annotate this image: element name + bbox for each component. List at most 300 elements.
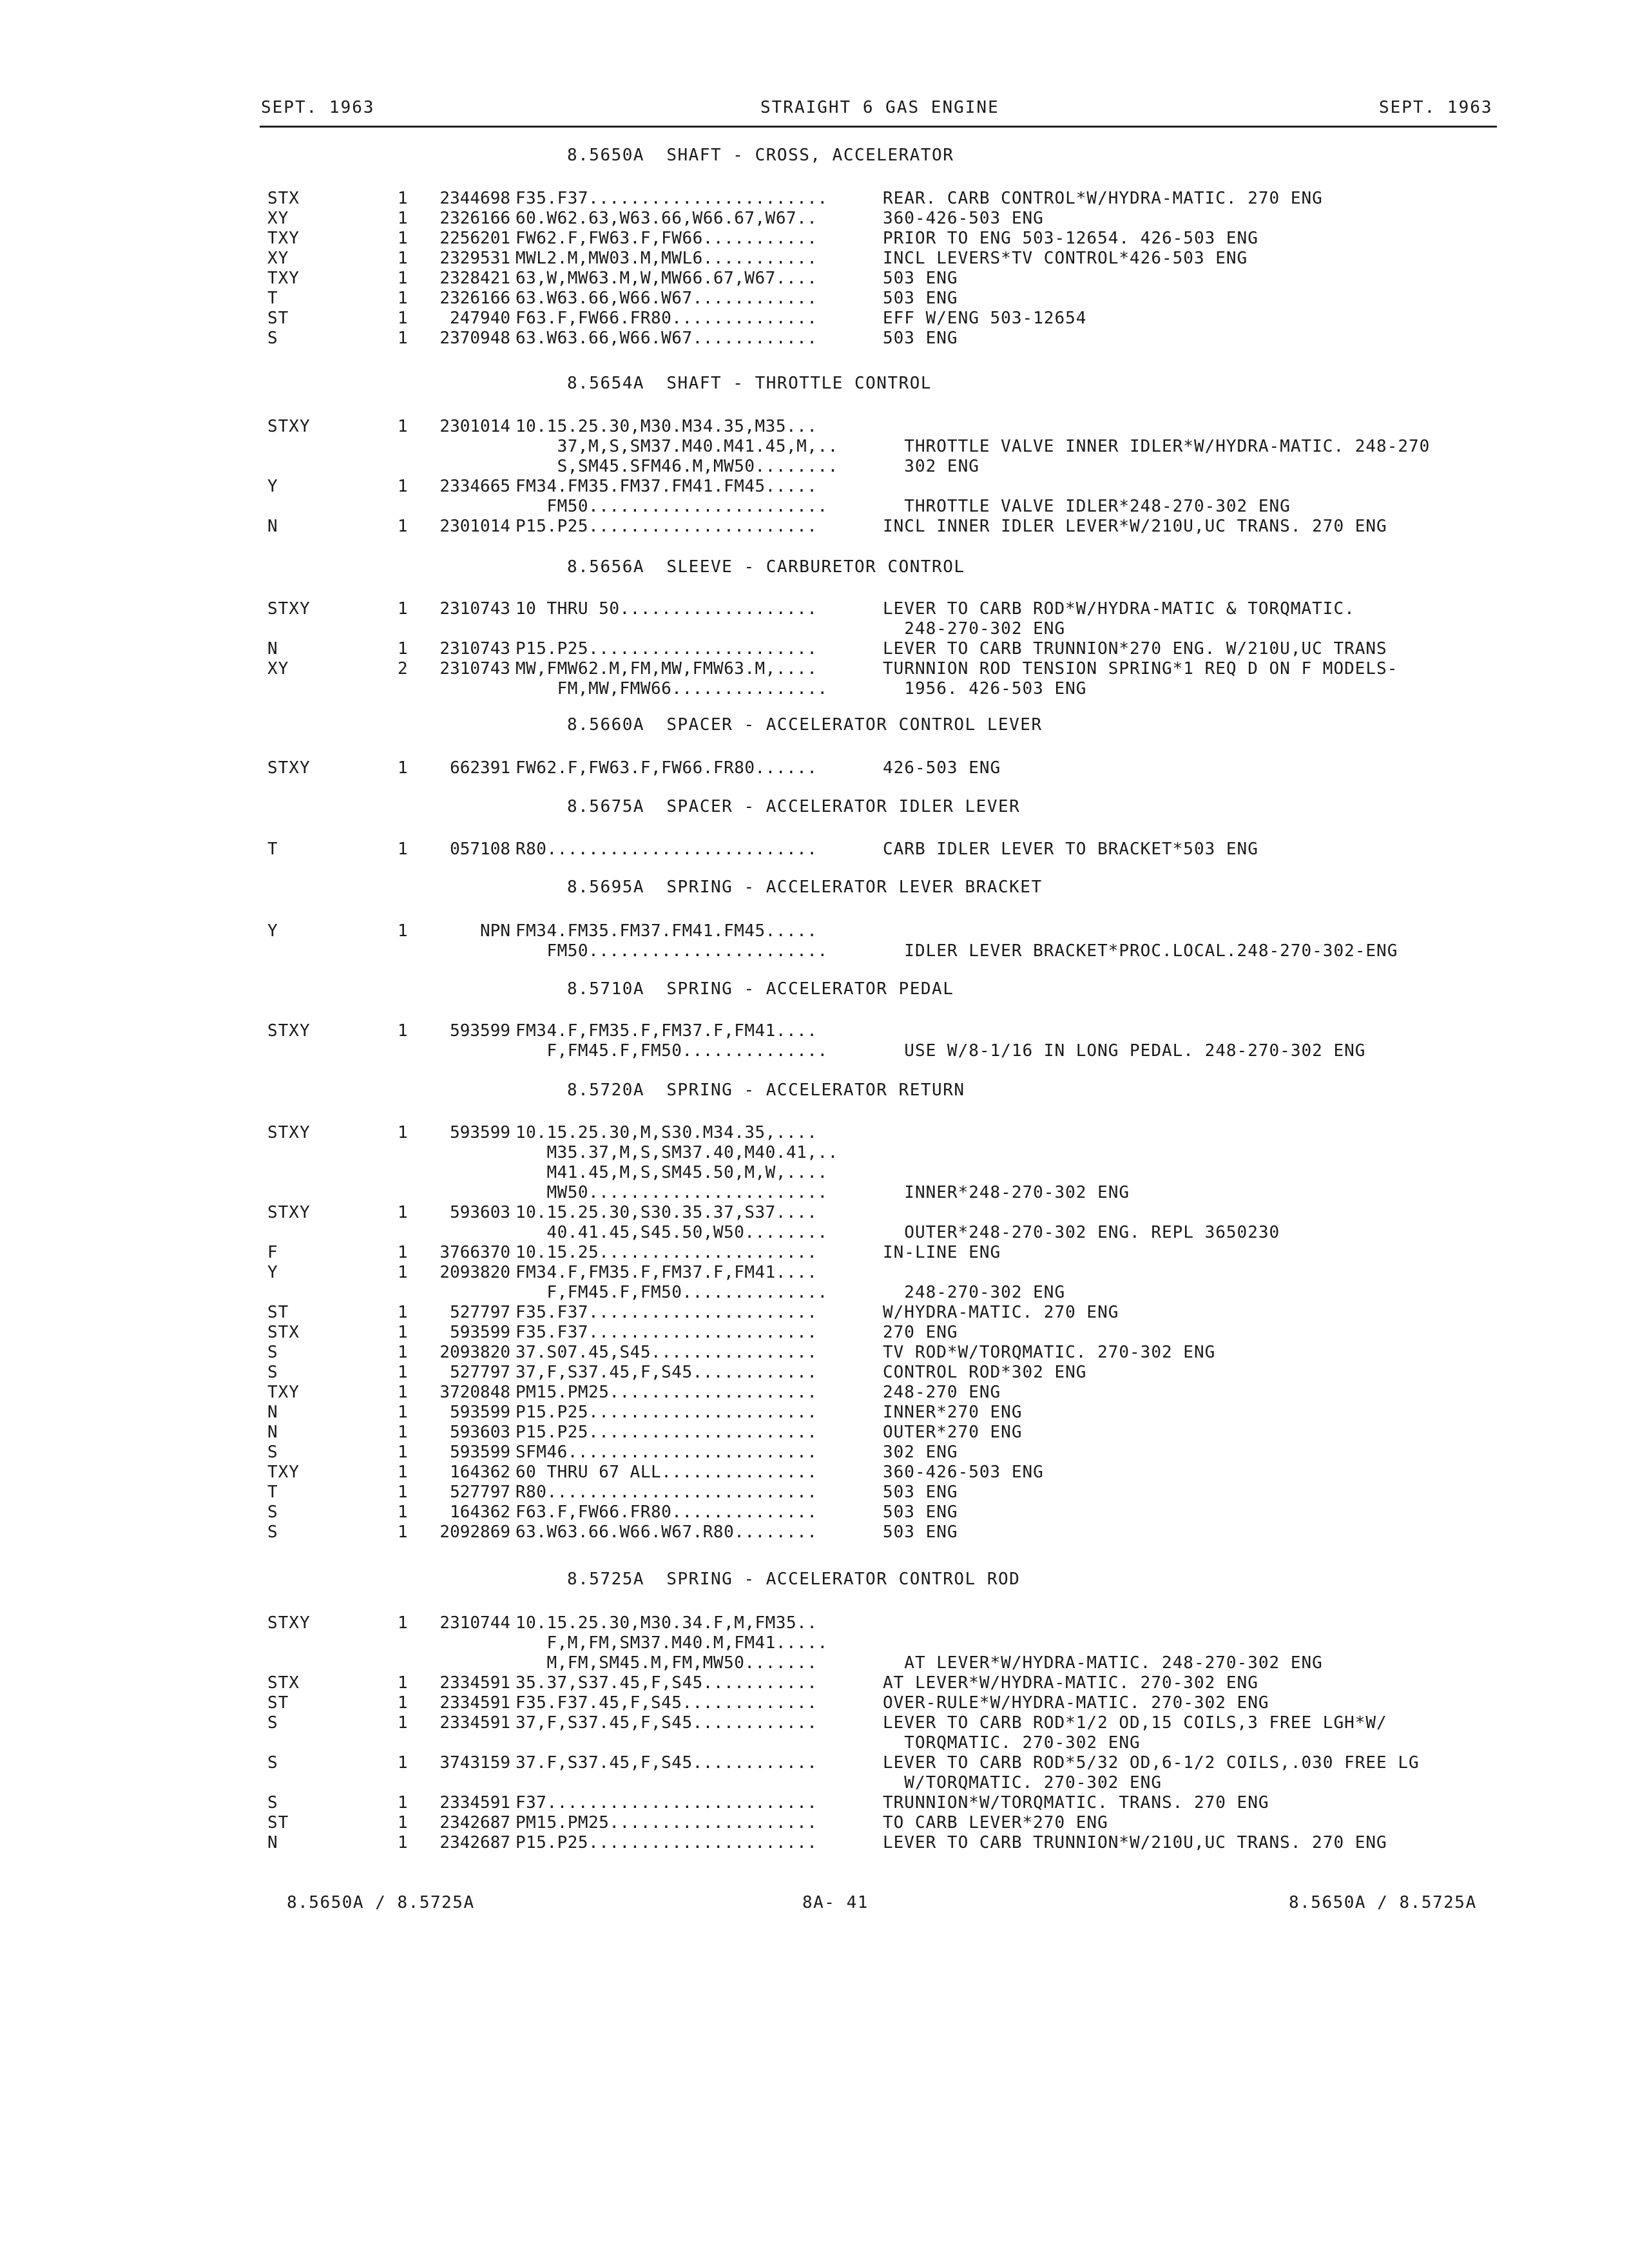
part-number: 593603: [450, 1203, 510, 1222]
parts-row: [0, 209, 1629, 229]
model-code: S: [267, 1443, 278, 1462]
model-code: T: [267, 840, 278, 859]
remarks: 503 ENG: [883, 1503, 958, 1522]
application: 10.15.25.30,M30.34.F,M,FM35..: [516, 1613, 818, 1633]
section-title: 8.5660A SPACER - ACCELERATOR CONTROL LEVER: [567, 715, 1043, 735]
parts-row: [0, 329, 1629, 349]
application: F,FM45.F,FM50..............: [516, 1283, 828, 1302]
parts-row: [0, 679, 1629, 699]
parts-row: [0, 1243, 1629, 1263]
model-code: STXY: [267, 758, 311, 778]
model-code: TXY: [267, 1463, 300, 1482]
quantity: 1: [398, 517, 408, 536]
model-code: ST: [267, 309, 289, 328]
model-code: STXY: [267, 1203, 311, 1222]
model-code: ST: [267, 1693, 289, 1713]
model-code: ST: [267, 1303, 289, 1322]
parts-row: [0, 1633, 1629, 1653]
part-number: 164362: [450, 1503, 510, 1522]
part-number: 527797: [450, 1363, 510, 1382]
remarks: IN-LINE ENG: [883, 1243, 1001, 1262]
parts-row: [0, 1713, 1629, 1733]
remarks: 360-426-503 ENG: [883, 209, 1044, 228]
model-code: S: [267, 1793, 278, 1812]
application: FM50.......................: [516, 497, 828, 516]
part-number: 2256201: [439, 229, 510, 248]
parts-row: [0, 659, 1629, 679]
application: MW,FMW62.M,FM,MW,FMW63.M,....: [516, 659, 818, 678]
parts-row: [0, 1363, 1629, 1383]
section-title: 8.5725A SPRING - ACCELERATOR CONTROL ROD: [567, 1570, 1021, 1589]
application: FM34.FM35.FM37.FM41.FM45.....: [516, 477, 818, 496]
header-date-right: SEPT. 1963: [1379, 98, 1493, 117]
parts-row: [0, 1163, 1629, 1183]
application: S,SM45.SFM46.M,MW50........: [516, 457, 838, 476]
application: F35.F37......................: [516, 1303, 818, 1322]
model-code: N: [267, 1423, 278, 1442]
part-number: 2326166: [439, 289, 510, 308]
footer-range-left: 8.5650A / 8.5725A: [287, 1893, 475, 1912]
quantity: 1: [398, 1503, 408, 1522]
quantity: 1: [398, 921, 408, 941]
part-number: 593599: [450, 1021, 510, 1041]
model-code: S: [267, 1343, 278, 1362]
application: FM34.FM35.FM37.FM41.FM45.....: [516, 921, 818, 941]
part-number: 247940: [450, 309, 510, 328]
remarks: AT LEVER*W/HYDRA-MATIC. 248-270-302 ENG: [883, 1653, 1323, 1673]
application: F35.F37.......................: [516, 189, 828, 208]
part-number: 2334591: [439, 1673, 510, 1693]
part-number: 2344698: [439, 189, 510, 208]
remarks: AT LEVER*W/HYDRA-MATIC. 270-302 ENG: [883, 1673, 1258, 1693]
quantity: 1: [398, 639, 408, 658]
model-code: STX: [267, 189, 300, 208]
model-code: STXY: [267, 417, 311, 436]
application: P15.P25......................: [516, 1403, 818, 1422]
remarks: INNER*270 ENG: [883, 1403, 1023, 1422]
application: 37.S07.45,S45................: [516, 1343, 818, 1362]
section-title: 8.5656A SLEEVE - CARBURETOR CONTROL: [567, 557, 965, 577]
application: P15.P25......................: [516, 1833, 818, 1852]
quantity: 1: [398, 1423, 408, 1442]
model-code: N: [267, 639, 278, 658]
part-number: 2329531: [439, 249, 510, 268]
parts-row: [0, 639, 1629, 659]
application: 37.F,S37.45,F,S45............: [516, 1753, 818, 1773]
remarks: LEVER TO CARB ROD*W/HYDRA-MATIC & TORQMATIC.: [883, 599, 1355, 619]
part-number: 2342687: [439, 1833, 510, 1852]
quantity: 1: [398, 417, 408, 436]
remarks: INCL INNER IDLER LEVER*W/210U,UC TRANS. 270 ENG: [883, 517, 1387, 536]
remarks: LEVER TO CARB ROD*1/2 OD,15 COILS,3 FREE LGH*W/: [883, 1713, 1387, 1733]
application: 10.15.25.30,M30.M34.35,M35...: [516, 417, 818, 436]
parts-row: [0, 229, 1629, 249]
quantity: 1: [398, 1523, 408, 1542]
part-number: 2334665: [439, 477, 510, 496]
model-code: TXY: [267, 1383, 300, 1402]
application: R80..........................: [516, 840, 818, 859]
parts-row: [0, 1143, 1629, 1163]
parts-row: [0, 1693, 1629, 1713]
parts-row: [0, 1613, 1629, 1633]
part-number: 593599: [450, 1443, 510, 1462]
model-code: N: [267, 517, 278, 536]
quantity: 1: [398, 1463, 408, 1482]
part-number: 057108: [450, 840, 510, 859]
remarks: CONTROL ROD*302 ENG: [883, 1363, 1087, 1382]
model-code: STXY: [267, 1021, 311, 1041]
part-number: 593599: [450, 1123, 510, 1142]
parts-row: [0, 1753, 1629, 1773]
application: SFM46........................: [516, 1443, 818, 1462]
model-code: T: [267, 289, 278, 308]
model-code: S: [267, 329, 278, 348]
application: F35.F37......................: [516, 1323, 818, 1342]
part-number: 527797: [450, 1483, 510, 1502]
model-code: N: [267, 1833, 278, 1852]
parts-row: [0, 1343, 1629, 1363]
application: P15.P25......................: [516, 517, 818, 536]
application: 35.37,S37.45,F,S45...........: [516, 1673, 818, 1693]
model-code: Y: [267, 1263, 278, 1282]
model-code: XY: [267, 249, 289, 268]
application: 60.W62.63,W63.66,W66.67,W67..: [516, 209, 818, 228]
quantity: 1: [398, 599, 408, 619]
page-number: 8A- 41: [802, 1893, 869, 1912]
application: P15.P25......................: [516, 639, 818, 658]
quantity: 1: [398, 1243, 408, 1262]
model-code: STXY: [267, 599, 311, 619]
quantity: 1: [398, 1793, 408, 1812]
part-number: 2310744: [439, 1613, 510, 1633]
application: 40.41.45,S45.50,W50........: [516, 1223, 828, 1242]
application: 60 THRU 67 ALL...............: [516, 1463, 818, 1482]
header-date-left: SEPT. 1963: [261, 98, 375, 117]
remarks: 248-270 ENG: [883, 1383, 1001, 1402]
parts-row: [0, 1123, 1629, 1143]
parts-row: [0, 1443, 1629, 1463]
parts-row: [0, 477, 1629, 497]
quantity: 1: [398, 1123, 408, 1142]
parts-row: [0, 1503, 1629, 1523]
application: FM50.......................: [516, 941, 828, 961]
parts-row: [0, 1813, 1629, 1833]
part-number: 527797: [450, 1303, 510, 1322]
application: M35.37,M,S,SM37.40,M40.41,..: [516, 1143, 838, 1162]
parts-row: [0, 758, 1629, 778]
application: M,FM,SM45.M,FM,MW50.......: [516, 1653, 818, 1673]
quantity: 1: [398, 1403, 408, 1422]
quantity: 1: [398, 1483, 408, 1502]
model-code: ST: [267, 1813, 289, 1832]
model-code: S: [267, 1363, 278, 1382]
remarks: INCL LEVERS*TV CONTROL*426-503 ENG: [883, 249, 1248, 268]
application: 10.15.25.30,S30.35.37,S37....: [516, 1203, 818, 1222]
remarks: 503 ENG: [883, 289, 958, 308]
section-title: 8.5710A SPRING - ACCELERATOR PEDAL: [567, 979, 954, 999]
section-title: 8.5654A SHAFT - THROTTLE CONTROL: [567, 374, 932, 393]
section-title: 8.5720A SPRING - ACCELERATOR RETURN: [567, 1081, 965, 1100]
parts-row: [0, 1463, 1629, 1483]
part-number: 2092869: [439, 1523, 510, 1542]
part-number: 164362: [450, 1463, 510, 1482]
application: F,M,FM,SM37.M40.M,FM41.....: [516, 1633, 828, 1653]
part-number: 2334591: [439, 1713, 510, 1733]
part-number: 2310743: [439, 599, 510, 619]
remarks: W/HYDRA-MATIC. 270 ENG: [883, 1303, 1119, 1322]
remarks: TRUNNION*W/TORQMATIC. TRANS. 270 ENG: [883, 1793, 1269, 1812]
application: 63.W63.66.W66.W67.R80........: [516, 1523, 818, 1542]
quantity: 1: [398, 1833, 408, 1852]
parts-row: [0, 1733, 1629, 1753]
parts-row: [0, 1383, 1629, 1403]
parts-row: [0, 249, 1629, 269]
parts-row: [0, 1041, 1629, 1061]
section-title: 8.5675A SPACER - ACCELERATOR IDLER LEVER: [567, 797, 1021, 816]
part-number: 2328421: [439, 269, 510, 288]
application: MWL2.M,MW03.M,MWL6...........: [516, 249, 818, 268]
quantity: 1: [398, 1713, 408, 1733]
quantity: 1: [398, 1363, 408, 1382]
remarks: OUTER*270 ENG: [883, 1423, 1023, 1442]
application: PM15.PM25....................: [516, 1383, 818, 1402]
application: FW62.F,FW63.F,FW66.FR80......: [516, 758, 818, 778]
remarks: PRIOR TO ENG 503-12654. 426-503 ENG: [883, 229, 1258, 248]
parts-row: [0, 497, 1629, 517]
parts-row: [0, 437, 1629, 457]
quantity: 1: [398, 758, 408, 778]
remarks: 248-270-302 ENG: [883, 619, 1066, 639]
parts-row: [0, 941, 1629, 961]
remarks: LEVER TO CARB TRUNNION*270 ENG. W/210U,UC TRANS: [883, 639, 1387, 658]
application: 37,F,S37.45,F,S45............: [516, 1363, 818, 1382]
application: F37..........................: [516, 1793, 818, 1812]
parts-row: [0, 1263, 1629, 1283]
quantity: 1: [398, 329, 408, 348]
application: PM15.PM25....................: [516, 1813, 818, 1832]
parts-row: [0, 921, 1629, 941]
quantity: 1: [398, 229, 408, 248]
parts-row: [0, 619, 1629, 639]
model-code: F: [267, 1243, 278, 1262]
parts-row: [0, 1323, 1629, 1343]
quantity: 1: [398, 249, 408, 268]
remarks: LEVER TO CARB TRUNNION*W/210U,UC TRANS. 270 ENG: [883, 1833, 1387, 1852]
application: 63.W63.66,W66.W67............: [516, 289, 818, 308]
quantity: 2: [398, 659, 408, 678]
remarks: INNER*248-270-302 ENG: [883, 1183, 1130, 1202]
remarks: 302 ENG: [883, 457, 979, 476]
model-code: STX: [267, 1323, 300, 1342]
parts-row: [0, 1793, 1629, 1813]
quantity: 1: [398, 1343, 408, 1362]
part-number: 2310743: [439, 659, 510, 678]
part-number: 3743159: [439, 1753, 510, 1773]
quantity: 1: [398, 309, 408, 328]
remarks: OVER-RULE*W/HYDRA-MATIC. 270-302 ENG: [883, 1693, 1269, 1713]
parts-row: [0, 1523, 1629, 1542]
remarks: 426-503 ENG: [883, 758, 1001, 778]
remarks: REAR. CARB CONTROL*W/HYDRA-MATIC. 270 ENG: [883, 189, 1323, 208]
parts-row: [0, 1303, 1629, 1323]
model-code: XY: [267, 659, 289, 678]
part-number: 3766370: [439, 1243, 510, 1262]
quantity: 1: [398, 1813, 408, 1832]
parts-row: [0, 1833, 1629, 1853]
remarks: W/TORQMATIC. 270-302 ENG: [883, 1773, 1162, 1792]
parts-row: [0, 1223, 1629, 1243]
part-number: 2301014: [439, 517, 510, 536]
part-number: 2370948: [439, 329, 510, 348]
part-number: 2301014: [439, 417, 510, 436]
quantity: 1: [398, 1303, 408, 1322]
parts-row: [0, 1203, 1629, 1223]
model-code: S: [267, 1503, 278, 1522]
quantity: 1: [398, 289, 408, 308]
application: 37,F,S37.45,F,S45............: [516, 1713, 818, 1733]
model-code: STX: [267, 1673, 300, 1693]
application: F63.F,FW66.FR80..............: [516, 309, 818, 328]
parts-row: [0, 1403, 1629, 1423]
model-code: N: [267, 1403, 278, 1422]
model-code: STXY: [267, 1613, 311, 1633]
part-number: NPN: [480, 921, 510, 941]
parts-row: [0, 1653, 1629, 1673]
part-number: 3720848: [439, 1383, 510, 1402]
header-title: STRAIGHT 6 GAS ENGINE: [760, 98, 999, 117]
part-number: 2310743: [439, 639, 510, 658]
remarks: USE W/8-1/16 IN LONG PEDAL. 248-270-302 ENG: [883, 1041, 1366, 1061]
model-code: TXY: [267, 269, 300, 288]
remarks: 503 ENG: [883, 1483, 958, 1502]
application: 10.15.25.30,M,S30.M34.35,....: [516, 1123, 818, 1142]
quantity: 1: [398, 1673, 408, 1693]
quantity: 1: [398, 1753, 408, 1773]
parts-row: [0, 840, 1629, 860]
parts-row: [0, 1773, 1629, 1793]
footer-range-right: 8.5650A / 8.5725A: [1289, 1893, 1477, 1912]
remarks: 360-426-503 ENG: [883, 1463, 1044, 1482]
part-number: 593599: [450, 1323, 510, 1342]
remarks: 1956. 426-503 ENG: [883, 679, 1087, 698]
parts-row: [0, 457, 1629, 477]
application: M41.45,M,S,SM45.50,M,W,....: [516, 1163, 828, 1182]
section-title: 8.5695A SPRING - ACCELERATOR LEVER BRACKET: [567, 878, 1043, 897]
parts-row: [0, 1183, 1629, 1203]
remarks: TV ROD*W/TORQMATIC. 270-302 ENG: [883, 1343, 1216, 1362]
parts-row: [0, 269, 1629, 289]
parts-row: [0, 289, 1629, 309]
model-code: XY: [267, 209, 289, 228]
application: FM,MW,FMW66...............: [516, 679, 828, 698]
parts-row: [0, 1423, 1629, 1443]
remarks: 302 ENG: [883, 1443, 958, 1462]
model-code: TXY: [267, 229, 300, 248]
part-number: 662391: [450, 758, 510, 778]
remarks: THROTTLE VALVE INNER IDLER*W/HYDRA-MATIC. 248-270: [883, 437, 1431, 456]
application: 10.15.25.....................: [516, 1243, 818, 1262]
quantity: 1: [398, 1693, 408, 1713]
application: MW50.......................: [516, 1183, 828, 1202]
application: FM34.F,FM35.F,FM37.F,FM41....: [516, 1021, 818, 1041]
application: F35.F37.45,F,S45.............: [516, 1693, 818, 1713]
model-code: S: [267, 1753, 278, 1773]
remarks: LEVER TO CARB ROD*5/32 OD,6-1/2 COILS,.030 FREE LG: [883, 1753, 1420, 1773]
application: F63.F,FW66.FR80..............: [516, 1503, 818, 1522]
part-number: 2342687: [439, 1813, 510, 1832]
remarks: 248-270-302 ENG: [883, 1283, 1066, 1302]
remarks: TO CARB LEVER*270 ENG: [883, 1813, 1108, 1832]
part-number: 2334591: [439, 1793, 510, 1812]
header-rule: [260, 126, 1497, 128]
quantity: 1: [398, 209, 408, 228]
section-title: 8.5650A SHAFT - CROSS, ACCELERATOR: [567, 146, 954, 165]
quantity: 1: [398, 1323, 408, 1342]
application: P15.P25......................: [516, 1423, 818, 1442]
application: F,FM45.F,FM50..............: [516, 1041, 828, 1061]
parts-row: [0, 417, 1629, 437]
model-code: Y: [267, 477, 278, 496]
parts-row: [0, 599, 1629, 619]
application: FM34.F,FM35.F,FM37.F,FM41....: [516, 1263, 818, 1282]
model-code: T: [267, 1483, 278, 1502]
part-number: 2093820: [439, 1263, 510, 1282]
application: 63,W,MW63.M,W,MW66.67,W67....: [516, 269, 818, 288]
parts-row: [0, 1673, 1629, 1693]
remarks: OUTER*248-270-302 ENG. REPL 3650230: [883, 1223, 1280, 1242]
parts-row: [0, 1283, 1629, 1303]
part-number: 593599: [450, 1403, 510, 1422]
quantity: 1: [398, 269, 408, 288]
remarks: TORQMATIC. 270-302 ENG: [883, 1733, 1141, 1753]
application: 63.W63.66,W66.W67............: [516, 329, 818, 348]
part-number: 2326166: [439, 209, 510, 228]
application: R80..........................: [516, 1483, 818, 1502]
parts-row: [0, 1483, 1629, 1503]
quantity: 1: [398, 1613, 408, 1633]
quantity: 1: [398, 1263, 408, 1282]
quantity: 1: [398, 477, 408, 496]
part-number: 2334591: [439, 1693, 510, 1713]
quantity: 1: [398, 840, 408, 859]
quantity: 1: [398, 1203, 408, 1222]
quantity: 1: [398, 189, 408, 208]
application: 37,M,S,SM37.M40.M41.45,M,..: [516, 437, 838, 456]
quantity: 1: [398, 1021, 408, 1041]
model-code: S: [267, 1523, 278, 1542]
remarks: THROTTLE VALVE IDLER*248-270-302 ENG: [883, 497, 1291, 516]
quantity: 1: [398, 1443, 408, 1462]
model-code: STXY: [267, 1123, 311, 1142]
remarks: 503 ENG: [883, 269, 958, 288]
part-number: 2093820: [439, 1343, 510, 1362]
quantity: 1: [398, 1383, 408, 1402]
parts-row: [0, 189, 1629, 209]
remarks: 503 ENG: [883, 329, 958, 348]
parts-row: [0, 1021, 1629, 1041]
remarks: EFF W/ENG 503-12654: [883, 309, 1087, 328]
model-code: Y: [267, 921, 278, 941]
remarks: CARB IDLER LEVER TO BRACKET*503 ENG: [883, 840, 1258, 859]
part-number: 593603: [450, 1423, 510, 1442]
remarks: 503 ENG: [883, 1523, 958, 1542]
remarks: 270 ENG: [883, 1323, 958, 1342]
parts-row: [0, 517, 1629, 537]
parts-row: [0, 309, 1629, 329]
application: 10 THRU 50...................: [516, 599, 818, 619]
remarks: IDLER LEVER BRACKET*PROC.LOCAL.248-270-302-ENG: [883, 941, 1398, 961]
application: FW62.F,FW63.F,FW66...........: [516, 229, 818, 248]
